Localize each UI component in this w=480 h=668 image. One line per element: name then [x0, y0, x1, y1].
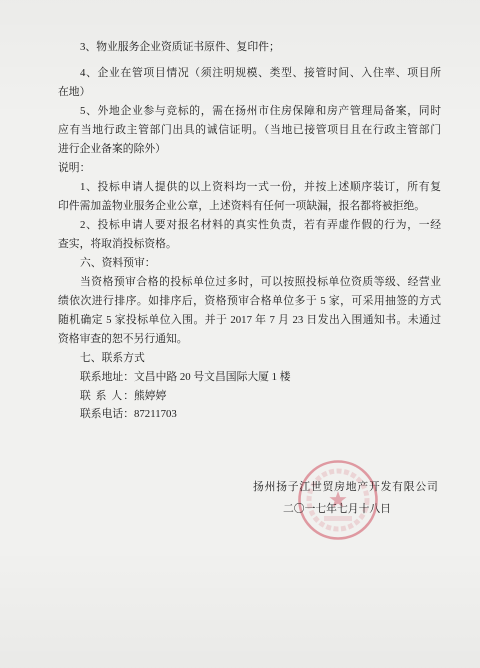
note-1-line-2: 印件需加盖物业服务企业公章，上述资料有任何一项缺漏，报名都将被拒绝。	[58, 200, 426, 212]
contact-person	[80, 388, 166, 404]
notes-heading: 说明：	[58, 162, 91, 174]
seal-star-icon	[329, 491, 346, 507]
issue-date: 二〇一七年七月十八日	[283, 503, 391, 515]
contact-address	[80, 369, 291, 385]
contact-phone-label: 联系电话：	[80, 408, 134, 420]
note-2-line-2: 查实，将取消投标资格。	[58, 238, 177, 250]
prequalification-heading: 六、资料预审：	[80, 257, 156, 269]
prequalification-line-3: 随机确定 5 家投标单位入围。并于 2017 年 7 月 23 日发出入围通知书。未通过	[58, 314, 441, 326]
contact-address-label: 联系地址：	[80, 371, 134, 383]
contact-person-label: 联 系 人：	[80, 390, 134, 402]
contact-heading: 七、联系方式	[80, 352, 145, 364]
contact-phone-value: 87211703	[134, 408, 177, 420]
company-seal	[296, 458, 380, 542]
prequalification-line-1: 当资格预审合格的投标单位过多时，可以按照投标单位资质等级、经营业	[80, 276, 441, 288]
item-3-text: 3、物业服务企业资质证书原件、复印件；	[80, 41, 280, 53]
prequalification-line-4: 资格审查的恕不另行通知。	[58, 333, 188, 345]
item-4-line-1: 4、企业在管项目情况（须注明规模、类型、接管时间、入住率、项目所	[80, 67, 441, 79]
note-2-line-1: 2、投标申请人要对报名材料的真实性负责，若有弄虚作假的行为，一经	[80, 219, 441, 231]
item-5-line-1: 5、外地企业参与竞标的，需在扬州市住房保障和房产管理局备案，同时	[80, 105, 441, 117]
seal-bottom-texture	[324, 516, 352, 521]
company-name: 扬州扬子江世贸房地产开发有限公司	[253, 481, 439, 493]
contact-phone	[80, 406, 177, 422]
item-5-line-3: 进行企业备案的除外）	[58, 143, 166, 155]
prequalification-line-2: 绩依次进行排序。如排序后，资格预审合格单位多于 5 家，可采用抽签的方式	[58, 295, 441, 307]
contact-person-value: 熊婷婷	[134, 390, 167, 402]
contact-address-value: 文昌中路 20 号文昌国际大厦 1 楼	[134, 371, 291, 383]
note-1-line-1: 1、投标申请人提供的以上资料均一式一份，并按上述顺序装订，所有复	[80, 181, 441, 193]
item-4-line-2: 在地）	[58, 86, 91, 98]
item-5-line-2: 应有当地行政主管部门出具的诚信证明。（当地已接管项目且在行政主管部门	[58, 124, 441, 136]
